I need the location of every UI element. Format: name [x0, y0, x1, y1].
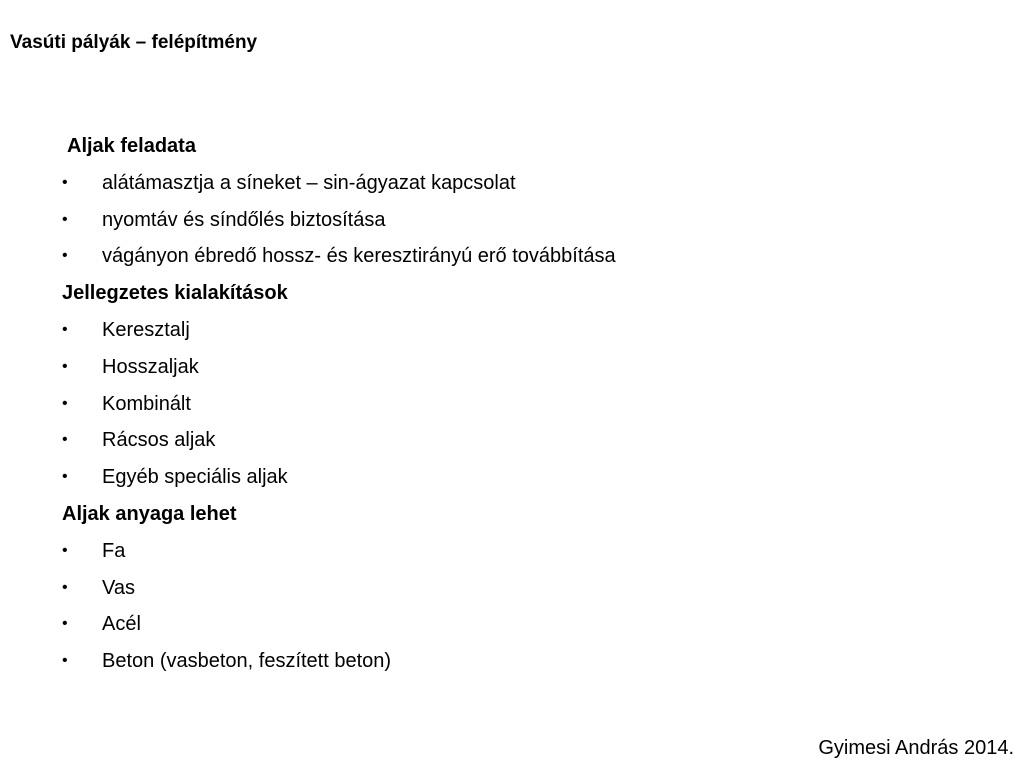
section-aljak-anyaga — [62, 496, 962, 680]
list-item — [62, 643, 962, 680]
slide-content — [62, 128, 962, 680]
bullet-icon: • — [62, 615, 68, 633]
bullet-list — [62, 533, 962, 680]
list-item-text: Rácsos aljak — [102, 429, 216, 452]
list-item — [62, 422, 962, 459]
list-item-text: nyomtáv és síndőlés biztosítása — [102, 208, 386, 231]
bullet-icon: • — [62, 320, 68, 338]
list-item-text: Egyéb speciális aljak — [102, 466, 288, 489]
bullet-icon: • — [62, 173, 68, 191]
slide-title: Vasúti pályák – felépítmény — [10, 32, 258, 53]
list-item — [62, 570, 962, 607]
bullet-list — [62, 312, 962, 496]
bullet-icon: • — [62, 210, 68, 228]
list-item-text: vágányon ébredő hossz- és keresztirányú erő továbbítása — [102, 245, 616, 268]
bullet-icon: • — [62, 541, 68, 559]
bullet-icon: • — [62, 431, 68, 449]
author-footer: Gyimesi András 2014. — [818, 737, 1014, 759]
bullet-list — [62, 165, 962, 275]
section-heading: Jellegzetes kialakítások — [62, 282, 288, 305]
section-heading: Aljak feladata — [67, 135, 196, 157]
list-item — [62, 606, 962, 643]
list-item-text: Hosszaljak — [102, 355, 199, 378]
section-aljak-feladata — [62, 128, 962, 275]
list-item-text: alátámasztja a síneket – sin-ágyazat kapcsolat — [102, 171, 516, 194]
list-item-text: Beton (vasbeton, feszített beton) — [102, 650, 392, 673]
list-item-text: Acél — [102, 613, 141, 636]
list-item — [62, 202, 962, 239]
list-item — [62, 386, 962, 423]
list-item — [62, 533, 962, 570]
bullet-icon: • — [62, 247, 68, 265]
bullet-icon: • — [62, 394, 68, 412]
list-item-text: Vas — [102, 576, 135, 599]
section-jellegzetes-kialakitasok — [62, 275, 962, 496]
list-item-text: Keresztalj — [102, 318, 190, 341]
bullet-icon: • — [62, 468, 68, 486]
list-item — [62, 165, 962, 202]
bullet-icon: • — [62, 578, 68, 596]
list-item — [62, 349, 962, 386]
list-item-text: Kombinált — [102, 392, 191, 415]
bullet-icon: • — [62, 652, 68, 670]
section-heading: Aljak anyaga lehet — [62, 502, 237, 525]
list-item — [62, 312, 962, 349]
list-item — [62, 238, 962, 275]
bullet-icon: • — [62, 357, 68, 375]
list-item-text: Fa — [102, 539, 126, 562]
list-item — [62, 459, 962, 496]
